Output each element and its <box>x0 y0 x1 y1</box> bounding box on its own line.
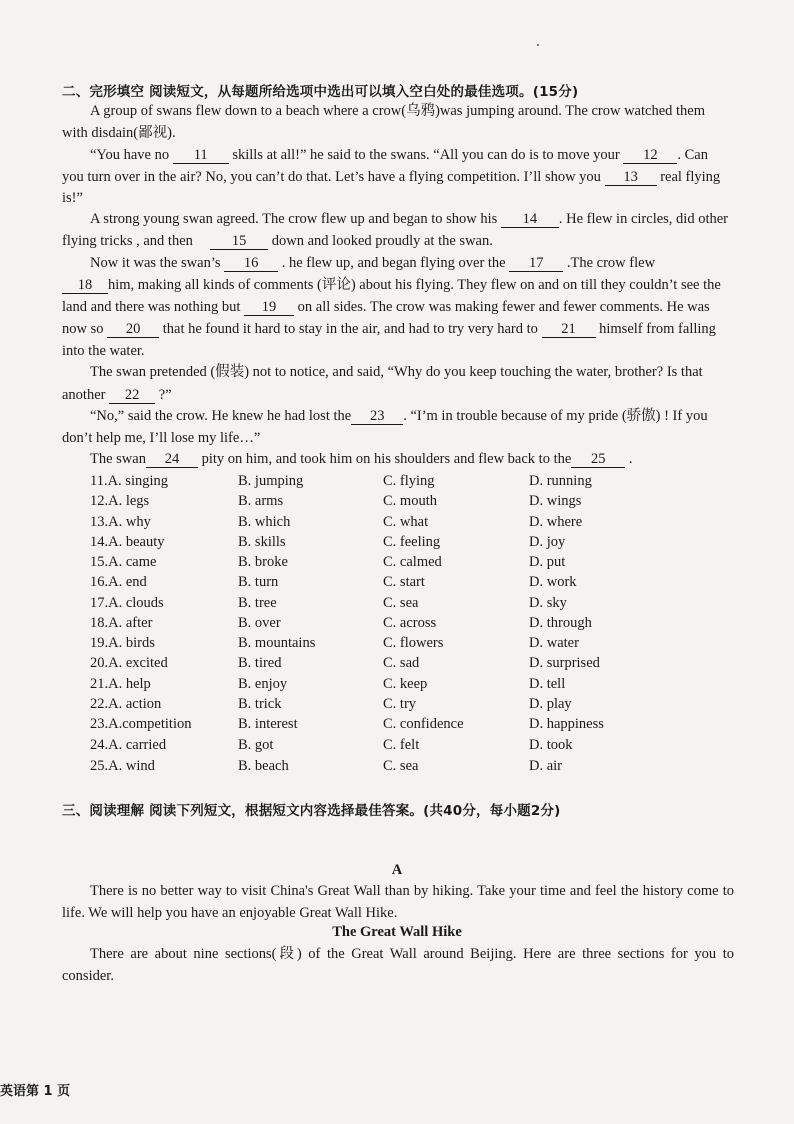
text: skills at all!” he said to the swans. “All you can do is to move your <box>232 147 620 163</box>
option-a[interactable]: 23.A.competition <box>90 716 192 732</box>
blank-22[interactable]: 22 <box>109 387 155 404</box>
option-c[interactable]: C. sea <box>383 758 419 774</box>
blank-17[interactable]: 17 <box>509 255 563 272</box>
option-a[interactable]: 14.A. beauty <box>90 534 165 550</box>
option-d[interactable]: D. through <box>529 615 592 631</box>
section3-heading: 三、阅读理解 阅读下列短文，根据短文内容选择最佳答案。(共40分，每小题2分) <box>62 803 561 819</box>
blank-23[interactable]: 23 <box>351 408 403 425</box>
passage-line <box>62 297 734 317</box>
blank-11[interactable]: 11 <box>173 147 229 164</box>
option-c[interactable]: C. felt <box>383 737 420 753</box>
option-d[interactable]: D. wings <box>529 493 582 509</box>
option-c[interactable]: C. calmed <box>383 554 442 570</box>
passage-label: A <box>391 862 403 878</box>
text: ?” <box>158 387 172 403</box>
passage-line: with disdain(鄙视). <box>62 125 176 141</box>
text: real flying <box>660 169 721 185</box>
text: land and there was nothing but <box>62 299 241 315</box>
option-d[interactable]: D. happiness <box>529 716 604 732</box>
blank-18[interactable]: 18 <box>62 277 108 294</box>
option-c[interactable]: C. start <box>383 574 425 590</box>
option-b[interactable]: B. mountains <box>238 635 316 651</box>
text: . He flew in circles, did other <box>558 211 728 227</box>
option-b[interactable]: B. over <box>238 615 281 631</box>
text: you turn over in the air? No, you can’t do that. Let’s have a flying competition. I’ll show you <box>62 169 601 185</box>
text: A strong young swan agreed. The crow flew up and began to show his <box>90 211 498 227</box>
option-a[interactable]: 12.A. legs <box>90 493 150 509</box>
blank-20[interactable]: 20 <box>107 321 159 338</box>
passage-line <box>90 253 734 273</box>
option-c[interactable]: C. flying <box>383 473 435 489</box>
passage-line: The swan pretended (假装) not to notice, and said, “Why do you keep touching the water, brother? Is that <box>90 364 703 380</box>
option-c[interactable]: C. flowers <box>383 635 444 651</box>
blank-25[interactable]: 25 <box>571 451 625 468</box>
text: pity on him, and took him on his shoulders and flew back to the <box>201 451 572 467</box>
text: another <box>62 387 106 403</box>
passage-title: The Great Wall Hike <box>332 924 462 940</box>
text: himself from falling <box>599 321 716 337</box>
text: down and looked proudly at the swan. <box>271 233 493 249</box>
option-d[interactable]: D. surprised <box>529 655 600 671</box>
passage-line: life. We will help you have an enjoyable Great Wall Hike. <box>62 905 398 921</box>
option-b[interactable]: B. which <box>238 514 291 530</box>
option-b[interactable]: B. tree <box>238 595 277 611</box>
option-d[interactable]: D. play <box>529 696 572 712</box>
option-c[interactable]: C. try <box>383 696 417 712</box>
blank-15[interactable]: 15 <box>210 233 268 250</box>
option-a[interactable]: 11.A. singing <box>90 473 169 489</box>
blank-13[interactable]: 13 <box>605 169 657 186</box>
text: “No,” said the crow. He knew he had lost the <box>90 408 352 424</box>
blank-16[interactable]: 16 <box>224 255 278 272</box>
text: that he found it hard to stay in the air, and had to try very hard to <box>162 321 538 337</box>
option-b[interactable]: B. enjoy <box>238 676 288 692</box>
text: . “I’m in trouble because of my pride (骄傲) ! If you <box>403 408 708 424</box>
option-d[interactable]: D. took <box>529 737 573 753</box>
option-c[interactable]: C. sad <box>383 655 420 671</box>
option-d[interactable]: D. sky <box>529 595 567 611</box>
option-c[interactable]: C. what <box>383 514 429 530</box>
text: him, making all kinds of comments (评论) about his flying. They flew on and on till they couldn’t see the <box>108 277 721 293</box>
passage-line: into the water. <box>62 343 145 359</box>
option-b[interactable]: B. trick <box>238 696 282 712</box>
option-c[interactable]: C. sea <box>383 595 419 611</box>
passage-line <box>90 406 734 426</box>
text: “You have no <box>90 147 170 163</box>
option-c[interactable]: C. feeling <box>383 534 441 550</box>
option-b[interactable]: B. turn <box>238 574 279 590</box>
option-a[interactable]: 15.A. came <box>90 554 157 570</box>
option-b[interactable]: B. arms <box>238 493 284 509</box>
passage-line: don’t help me, I’ll lose my life…” <box>62 430 261 446</box>
passage-line <box>62 231 734 251</box>
text: Now it was the swan’s <box>90 255 221 271</box>
passage-line <box>90 449 734 469</box>
option-c[interactable]: C. mouth <box>383 493 437 509</box>
section2-heading: 二、完形填空 阅读短文，从每题所给选项中选出可以填入空白处的最佳选项。(15分) <box>62 84 579 100</box>
text: flying tricks , and then <box>62 233 193 249</box>
blank-19[interactable]: 19 <box>244 299 294 316</box>
text: on all sides. The crow was making fewer and fewer comments. He was <box>297 299 710 315</box>
option-c[interactable]: C. keep <box>383 676 428 692</box>
text: . Can <box>677 147 708 163</box>
passage-line: consider. <box>62 968 114 984</box>
option-d[interactable]: D. water <box>529 635 579 651</box>
text: now so <box>62 321 104 337</box>
option-d[interactable]: D. joy <box>529 534 566 550</box>
blank-21[interactable]: 21 <box>542 321 596 338</box>
passage-line <box>62 275 734 295</box>
blank-24[interactable]: 24 <box>146 451 198 468</box>
option-a[interactable]: 25.A. wind <box>90 758 155 774</box>
option-b[interactable]: B. skills <box>238 534 286 550</box>
page-footer: 英语第 1 页 <box>0 1084 71 1099</box>
option-a[interactable]: 17.A. clouds <box>90 595 164 611</box>
passage-line: is!” <box>62 190 83 206</box>
passage-line: A group of swans flew down to a beach where a crow(乌鸦)was jumping around. The crow watched them <box>90 103 705 119</box>
passage-line: There are about nine sections(段) of the Great Wall around Beijing. Here are three sections for you to <box>90 946 734 962</box>
option-c[interactable]: C. across <box>383 615 437 631</box>
text: . <box>628 451 633 467</box>
passage-line <box>62 319 734 339</box>
text: .The crow flew <box>566 255 656 271</box>
text: The swan <box>90 451 146 467</box>
option-a[interactable]: 22.A. action <box>90 696 162 712</box>
option-a[interactable]: 24.A. carried <box>90 737 167 753</box>
option-d[interactable]: D. work <box>529 574 577 590</box>
option-b[interactable]: B. interest <box>238 716 298 732</box>
blank-14[interactable]: 14 <box>501 211 559 228</box>
option-b[interactable]: B. broke <box>238 554 288 570</box>
option-b[interactable]: B. got <box>238 737 274 753</box>
passage-line: There is no better way to visit China's Great Wall than by hiking. Take your time and feel the history come to <box>90 883 734 899</box>
passage-line <box>62 167 734 187</box>
passage-line <box>62 385 734 405</box>
passage-line <box>90 145 734 165</box>
option-d[interactable]: D. where <box>529 514 583 530</box>
option-b[interactable]: B. jumping <box>238 473 304 489</box>
option-a[interactable]: 18.A. after <box>90 615 153 631</box>
option-d[interactable]: D. put <box>529 554 566 570</box>
option-d[interactable]: D. running <box>529 473 592 489</box>
option-a[interactable]: 20.A. excited <box>90 655 168 671</box>
option-a[interactable]: 13.A. why <box>90 514 151 530</box>
option-a[interactable]: 16.A. end <box>90 574 147 590</box>
option-d[interactable]: D. tell <box>529 676 566 692</box>
option-a[interactable]: 19.A. birds <box>90 635 155 651</box>
option-b[interactable]: B. beach <box>238 758 289 774</box>
text: . he flew up, and began flying over the <box>281 255 506 271</box>
option-d[interactable]: D. air <box>529 758 563 774</box>
option-a[interactable]: 21.A. help <box>90 676 151 692</box>
passage-line <box>90 209 734 229</box>
blank-12[interactable]: 12 <box>623 147 677 164</box>
option-b[interactable]: B. tired <box>238 655 282 671</box>
option-c[interactable]: C. confidence <box>383 716 464 732</box>
speck <box>537 44 539 46</box>
